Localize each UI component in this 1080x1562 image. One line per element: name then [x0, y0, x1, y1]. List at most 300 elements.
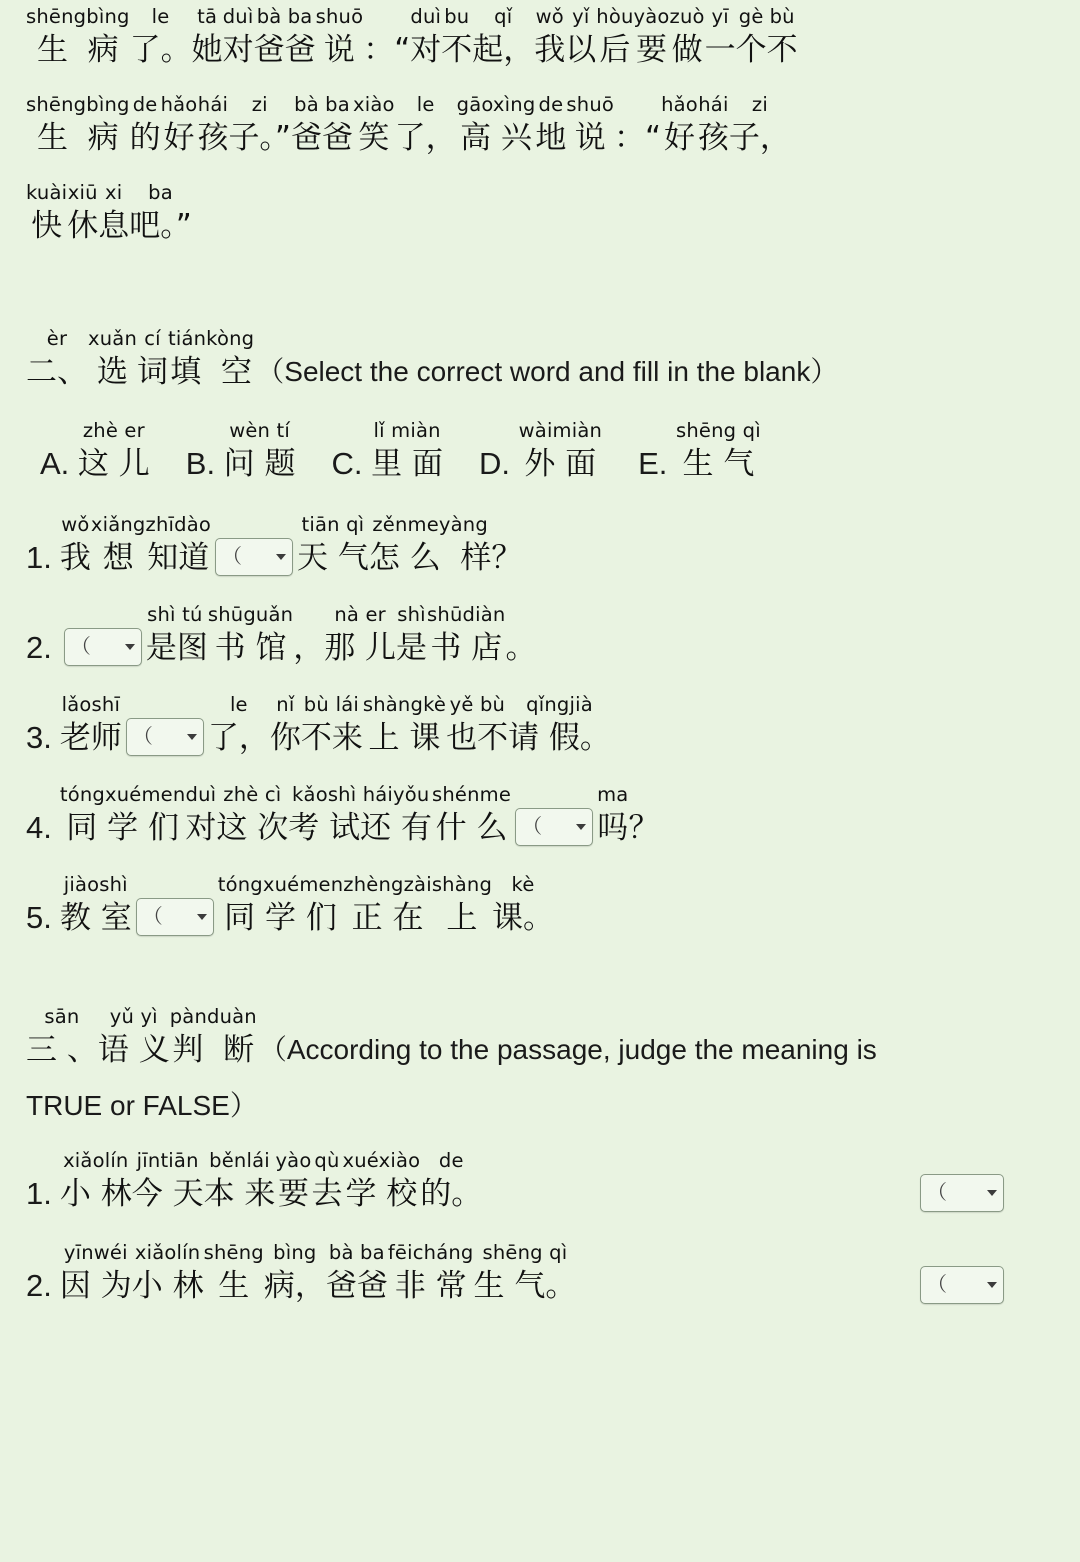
word-bank-option[interactable]: [40, 418, 150, 484]
hanzi: 问 题: [223, 446, 296, 482]
ruby-token: [301, 692, 332, 758]
ruby-token: [670, 4, 705, 70]
ruby-token: [360, 782, 432, 848]
hanzi: 不: [766, 32, 798, 68]
ruby-token: [130, 4, 192, 70]
ruby-token: [197, 92, 228, 158]
pinyin: qǐ: [494, 5, 513, 28]
hanzi: 生 病: [36, 120, 119, 156]
blank-paren: （: [927, 1182, 947, 1204]
pinyin: hái: [698, 93, 729, 116]
ruby-token: [60, 512, 91, 578]
ruby-token: [78, 418, 150, 484]
pinyin: běnlái: [209, 1149, 270, 1172]
item-number: 3.: [26, 720, 52, 755]
ruby-token: [322, 92, 353, 158]
hanzi: 判 断: [172, 1032, 255, 1068]
ruby-token: [353, 92, 395, 158]
hanzi: 非 常: [394, 1268, 467, 1304]
passage-line: [0, 180, 1080, 246]
pinyin: tiān qì: [301, 513, 365, 536]
hanzi: 了，: [207, 720, 270, 756]
pinyin: xiǎng: [90, 513, 146, 536]
ruby-token: [137, 326, 168, 392]
hanzi: 爸: [284, 32, 316, 68]
word-bank: [0, 418, 1080, 484]
hanzi: 高 兴: [460, 120, 532, 156]
pinyin: tóngxuémen: [217, 873, 344, 896]
ruby-token: [324, 602, 396, 668]
ruby-token: [628, 782, 659, 848]
blank-paren: （: [222, 546, 242, 568]
ruby-token: [388, 1240, 474, 1306]
ruby-token: [264, 1240, 326, 1306]
hanzi: 小 林: [131, 1268, 204, 1304]
hanzi: 说: [323, 32, 355, 68]
ruby-token: [534, 4, 565, 70]
option-letter: A.: [40, 446, 78, 481]
hanzi: 吗: [597, 810, 629, 846]
ruby-token: [216, 782, 288, 848]
ruby-token: [146, 602, 177, 668]
pinyin: shēngbìng: [26, 5, 130, 28]
pinyin: sān: [44, 1005, 80, 1028]
hanzi: 知道: [147, 540, 210, 576]
pinyin: ba: [287, 5, 313, 28]
blank-paren: （: [927, 1274, 947, 1296]
question-item: [0, 872, 1080, 938]
hanzi: 爸: [322, 120, 353, 156]
hanzi: 书 馆: [214, 630, 287, 666]
hanzi: 子。”: [228, 120, 291, 156]
ruby-token: [254, 4, 285, 70]
hanzi: ？: [491, 540, 523, 576]
hanzi: 不: [477, 720, 509, 756]
ruby-token: [288, 782, 360, 848]
answer-select-blank[interactable]: [920, 1174, 1004, 1212]
pinyin: hǎo: [661, 93, 698, 116]
option-letter: E.: [638, 446, 676, 481]
hanzi: 不: [441, 32, 473, 68]
ruby-token: [192, 4, 223, 70]
ruby-token: [767, 4, 798, 70]
hanzi: 生 病: [36, 32, 119, 68]
pinyin: xiǎolín: [134, 1241, 201, 1264]
hanzi: 请 假。: [508, 720, 611, 756]
hanzi: 学 校: [345, 1176, 418, 1212]
pinyin: háiyǒu: [362, 783, 430, 806]
ruby-token: [565, 4, 596, 70]
pinyin: xuéxiào: [342, 1149, 421, 1172]
hanzi: 怎 么 样: [368, 540, 492, 576]
ruby-token: [472, 4, 534, 70]
pinyin: tóngxuémen: [59, 783, 186, 806]
pinyin: shàngkè: [362, 693, 447, 716]
pinyin: fēicháng: [387, 1241, 474, 1264]
pinyin: zi: [751, 93, 768, 116]
pinyin: tiánkòng: [168, 327, 255, 350]
pinyin: yī: [711, 5, 729, 28]
pinyin: cí: [144, 327, 161, 350]
word-bank-option[interactable]: [638, 418, 761, 484]
ruby-token: [204, 1148, 276, 1214]
pinyin: shūdiàn: [427, 603, 506, 626]
hanzi: 笑: [358, 120, 390, 156]
pinyin: shàng: [431, 873, 493, 896]
section-2-heading-zh: [26, 326, 254, 392]
pinyin: de: [538, 93, 564, 116]
blank-paren: （: [142, 906, 163, 928]
ruby-token: [223, 4, 254, 70]
ruby-token: [26, 92, 130, 158]
hanzi: 课。: [492, 900, 555, 936]
ruby-token: [170, 1004, 257, 1070]
ruby-token: [60, 782, 186, 848]
pinyin: shēng qì: [482, 1241, 568, 1264]
ruby-token: [185, 782, 216, 848]
ruby-token: [60, 872, 132, 938]
hanzi: 生 气: [682, 446, 755, 482]
pinyin: yào: [275, 1149, 312, 1172]
passage-block: [0, 4, 1080, 246]
ruby-token: [474, 1240, 577, 1306]
ruby-token: [661, 92, 698, 158]
pinyin: yě: [449, 693, 474, 716]
ruby-token: [596, 4, 633, 70]
hanzi: 是: [396, 630, 428, 666]
pinyin: shì: [397, 603, 426, 626]
hanzi: 外 面: [524, 446, 597, 482]
hanzi: 我: [59, 540, 91, 576]
hanzi: ，: [293, 630, 325, 666]
ruby-token: [224, 418, 296, 484]
hanzi: 后: [599, 32, 631, 68]
hanzi: 你: [269, 720, 301, 756]
ruby-token: [343, 872, 432, 938]
pinyin: jīntiān: [136, 1149, 199, 1172]
ruby-token: [60, 1148, 132, 1214]
tf-item: [0, 1148, 1080, 1214]
hanzi: 起，: [472, 32, 535, 68]
ruby-token: [535, 92, 566, 158]
hanzi: 去: [311, 1176, 343, 1212]
pinyin: ba: [325, 93, 350, 116]
pinyin: wǒ: [61, 513, 90, 536]
hanzi: 还 有: [360, 810, 432, 846]
hanzi: ：“: [614, 120, 662, 156]
ruby-token: [208, 692, 270, 758]
pinyin: hòu: [596, 5, 634, 28]
hanzi: 语 义: [97, 1032, 170, 1068]
ruby-token: [67, 180, 98, 246]
answer-select-blank[interactable]: [64, 628, 142, 666]
chevron-down-icon: [276, 554, 286, 560]
pinyin: shuō: [566, 93, 615, 116]
hanzi: 那 儿: [324, 630, 397, 666]
pinyin: duì: [185, 783, 217, 806]
hanzi: 来: [331, 720, 363, 756]
pinyin: zhè cì: [223, 783, 282, 806]
ruby-token: [60, 1240, 132, 1306]
pinyin: yīnwéi: [63, 1241, 128, 1264]
ruby-token: [316, 4, 364, 70]
section-2-items: [0, 512, 1080, 938]
option-letter: D.: [479, 446, 519, 481]
answer-select-blank[interactable]: [515, 808, 593, 846]
hanzi: 天 气: [297, 540, 369, 576]
item-number: 4.: [26, 810, 52, 845]
hanzi: 填 空: [170, 354, 252, 390]
question-item: [0, 602, 1080, 668]
pinyin: de: [132, 93, 158, 116]
worksheet-page: [0, 4, 1080, 1562]
hanzi: 个: [735, 32, 767, 68]
ruby-token: [177, 602, 208, 668]
pinyin: lǐ miàn: [373, 419, 441, 442]
pinyin: shēng: [203, 1241, 264, 1264]
blank-paren: （: [70, 636, 91, 658]
hanzi: 上: [446, 900, 478, 936]
hanzi: 她: [191, 32, 223, 68]
ruby-token: [291, 92, 322, 158]
hanzi: 因 为: [59, 1268, 132, 1304]
pinyin: gè: [738, 5, 764, 28]
ruby-token: [363, 4, 410, 70]
tf-item: [0, 1240, 1080, 1306]
hanzi: 词: [137, 354, 169, 390]
pinyin: shuō: [315, 5, 364, 28]
pinyin: duì: [410, 5, 442, 28]
pinyin: bù: [769, 5, 795, 28]
hanzi: 的。: [420, 1176, 483, 1212]
pinyin: gāoxìng: [456, 93, 536, 116]
hanzi: 里 面: [371, 446, 444, 482]
hanzi: 一: [704, 32, 736, 68]
spacer: [0, 938, 1080, 964]
pinyin: le: [229, 693, 248, 716]
section-3-items: [0, 1148, 1080, 1306]
item-number: 2.: [26, 1268, 52, 1303]
ruby-token: [88, 326, 137, 392]
hanzi: 对: [185, 810, 217, 846]
hanzi: ？: [628, 810, 660, 846]
ruby-token: [129, 180, 192, 246]
ruby-token: [395, 92, 457, 158]
hanzi: 不: [300, 720, 332, 756]
ruby-token: [427, 602, 505, 668]
ruby-token: [91, 512, 146, 578]
pinyin: kǎoshì: [292, 783, 357, 806]
ruby-token: [369, 512, 492, 578]
ruby-token: [491, 512, 522, 578]
section-2-heading: [0, 326, 1080, 392]
pinyin: shénme: [432, 783, 512, 806]
pinyin: lái: [335, 693, 360, 716]
pinyin: hái: [197, 93, 229, 116]
ruby-token: [332, 692, 363, 758]
pinyin: bà: [294, 93, 319, 116]
pinyin: bà: [256, 5, 282, 28]
section-3-heading-en-line2: TRUE or FALSE）: [26, 1090, 258, 1121]
pinyin: kè: [511, 873, 535, 896]
hanzi: 这 儿: [77, 446, 150, 482]
ruby-token: [168, 326, 254, 392]
hanzi: 什 么: [435, 810, 508, 846]
hanzi: 好: [163, 120, 195, 156]
hanzi: 对: [222, 32, 254, 68]
pinyin: zhèngzài: [343, 873, 432, 896]
pinyin: de: [438, 1149, 464, 1172]
hanzi: 上 课: [368, 720, 441, 756]
item-number: 1.: [26, 540, 52, 575]
pinyin: shūguǎn: [207, 603, 294, 626]
passage-line: [0, 4, 1080, 70]
ruby-token: [477, 692, 508, 758]
ruby-token: [566, 92, 614, 158]
ruby-token: [60, 692, 122, 758]
ruby-token: [457, 92, 536, 158]
ruby-token: [492, 872, 554, 938]
hanzi: 小 林: [59, 1176, 132, 1212]
pinyin: le: [151, 5, 170, 28]
pinyin: bà ba: [328, 1241, 385, 1264]
hanzi: 快: [31, 208, 63, 244]
item-number: 5.: [26, 900, 52, 935]
answer-select-blank[interactable]: [215, 538, 293, 576]
hanzi: 三 、: [26, 1032, 98, 1068]
hanzi: 教 室: [59, 900, 132, 936]
word-bank-option[interactable]: [479, 418, 602, 484]
ruby-token: [729, 92, 791, 158]
hanzi: 息: [98, 208, 130, 244]
pinyin: wèn tí: [229, 419, 290, 442]
pinyin: xuǎn: [88, 327, 138, 350]
pinyin: zi: [251, 93, 268, 116]
ruby-token: [161, 92, 198, 158]
answer-select-blank[interactable]: [126, 718, 204, 756]
chevron-down-icon: [197, 914, 207, 920]
ruby-token: [228, 92, 291, 158]
ruby-token: [297, 512, 369, 578]
ruby-token: [698, 92, 729, 158]
pinyin: yào: [633, 5, 670, 28]
hanzi: 是: [145, 630, 177, 666]
pinyin: xi: [105, 181, 123, 204]
pinyin: bù: [303, 693, 329, 716]
ruby-token: [371, 418, 443, 484]
hanzi: 这 次: [216, 810, 289, 846]
pinyin: nǐ: [276, 693, 295, 716]
pinyin: bù: [479, 693, 506, 716]
pinyin: ma: [597, 783, 629, 806]
hanzi: 以: [565, 32, 597, 68]
pinyin: zěnmeyàng: [372, 513, 488, 536]
chevron-down-icon: [187, 734, 197, 740]
pinyin: lǎoshī: [61, 693, 121, 716]
ruby-token: [342, 1148, 420, 1214]
word-bank-option[interactable]: [332, 418, 443, 484]
hanzi: 考 试: [288, 810, 361, 846]
ruby-token: [98, 180, 129, 246]
hanzi: 想: [102, 540, 134, 576]
ruby-token: [446, 692, 477, 758]
hanzi: 爸爸: [325, 1268, 388, 1304]
hanzi: 孩: [197, 120, 229, 156]
hanzi: 本 来: [203, 1176, 276, 1212]
pinyin: tā: [197, 5, 218, 28]
pinyin: hǎo: [160, 93, 198, 116]
pinyin: xiǎolín: [63, 1149, 129, 1172]
hanzi: 要: [277, 1176, 309, 1212]
hanzi: 的: [129, 120, 161, 156]
pinyin: ba: [148, 181, 173, 204]
hanzi: 子，: [728, 120, 791, 156]
ruby-token: [26, 1004, 98, 1070]
option-letter: B.: [185, 446, 224, 481]
blank-paren: （: [522, 816, 543, 838]
ruby-token: [505, 602, 536, 668]
hanzi: 地: [535, 120, 567, 156]
hanzi: 吧。”: [129, 208, 192, 244]
ruby-token: [285, 4, 316, 70]
pinyin: wàimiàn: [518, 419, 603, 442]
ruby-token: [432, 872, 492, 938]
word-bank-option[interactable]: [186, 418, 296, 484]
ruby-token: [705, 4, 736, 70]
hanzi: 爸: [253, 32, 285, 68]
ruby-token: [519, 418, 602, 484]
chevron-down-icon: [987, 1282, 997, 1288]
item-number: 1.: [26, 1176, 52, 1211]
hanzi: 生 气。: [473, 1268, 577, 1304]
pinyin: jiàoshì: [63, 873, 128, 896]
pinyin: èr: [46, 327, 68, 350]
pinyin: le: [416, 93, 435, 116]
hanzi: 今 天: [131, 1176, 204, 1212]
question-item: [0, 512, 1080, 578]
pinyin: shēng qì: [675, 419, 761, 442]
ruby-token: [676, 418, 761, 484]
pinyin: zhè er: [82, 419, 145, 442]
ruby-token: [208, 602, 293, 668]
pinyin: kuài: [26, 181, 68, 204]
hanzi: 了，: [394, 120, 457, 156]
ruby-token: [326, 1240, 388, 1306]
ruby-token: [146, 512, 211, 578]
hanzi: 孩: [697, 120, 729, 156]
item-number: 2.: [26, 630, 52, 665]
hanzi: 二、: [26, 354, 88, 390]
ruby-token: [204, 1240, 264, 1306]
ruby-token: [270, 692, 301, 758]
section-3-heading: [0, 1004, 1080, 1070]
hanzi: 生: [218, 1268, 250, 1304]
ruby-token: [132, 1240, 204, 1306]
ruby-token: [132, 1148, 204, 1214]
pinyin: nà er: [334, 603, 386, 626]
pinyin: pànduàn: [169, 1005, 257, 1028]
section-3-heading-en: （According to the passage, judge the meaning is: [258, 1034, 877, 1065]
hanzi: 对: [410, 32, 442, 68]
pinyin: yǔ yì: [109, 1005, 158, 1028]
ruby-token: [508, 692, 611, 758]
hanzi: 正 在: [351, 900, 424, 936]
ruby-token: [98, 1004, 170, 1070]
answer-select-blank[interactable]: [920, 1266, 1004, 1304]
pinyin: xiào: [353, 93, 395, 116]
pinyin: xiū: [67, 181, 98, 204]
answer-select-blank[interactable]: [136, 898, 214, 936]
